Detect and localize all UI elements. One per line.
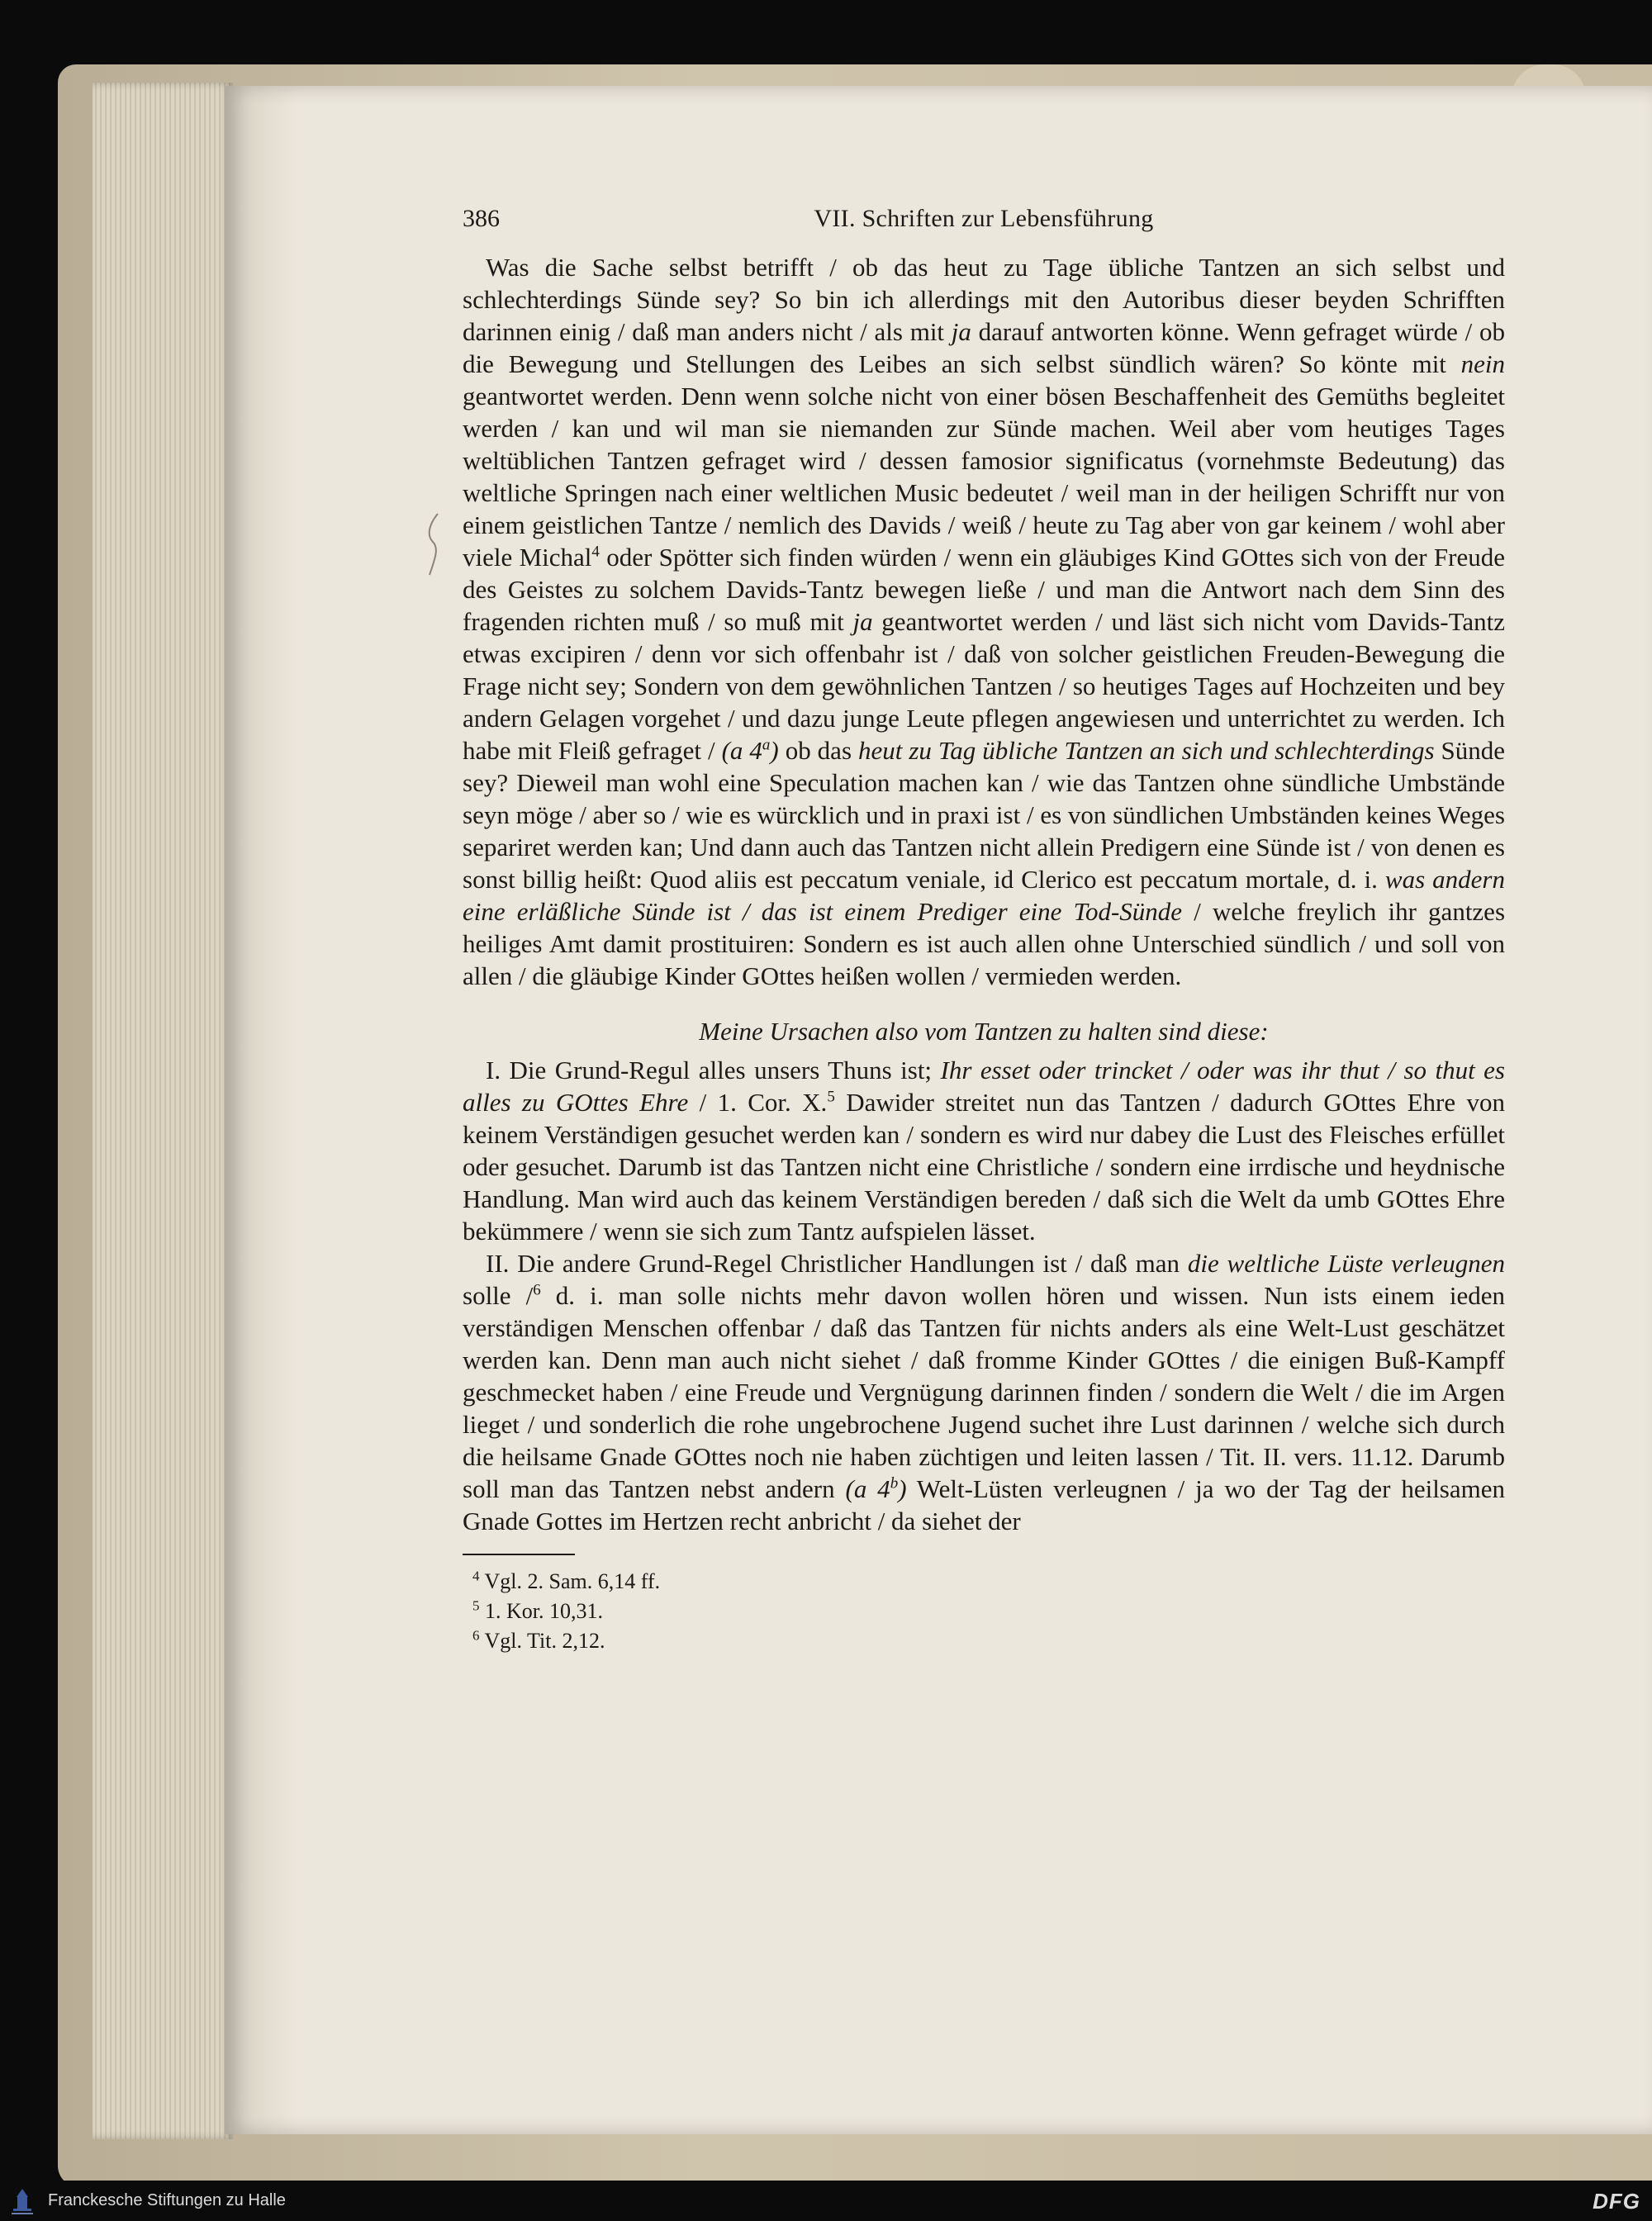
paragraph-3 <box>463 1247 1505 1537</box>
franckesche-logo-icon[interactable] <box>8 2185 36 2217</box>
page-number: 386 <box>463 205 500 232</box>
footnote-text: 1. Kor. 10,31. <box>485 1599 603 1623</box>
text-run: Welt-Lüsten verleugnen / ja wo der Tag der heilsamen Gnade Gottes im Hertzen recht anbricht / da siehet der <box>463 1474 1505 1535</box>
page-edges <box>93 83 233 2139</box>
footnote-number: 4 <box>472 1568 480 1584</box>
institution-label[interactable]: Franckesche Stiftungen zu Halle <box>48 2191 286 2209</box>
dfg-logo[interactable]: DFG <box>1593 2189 1640 2214</box>
text-run: II. Die andere Grund-Regel Christlicher Handlungen ist / daß man <box>486 1249 1188 1278</box>
marginal-sup: b <box>890 1474 899 1493</box>
footnote-number: 5 <box>472 1597 480 1614</box>
italic-run: was andern eine erläßliche Sünde ist / das ist einem Prediger eine Tod-Sünde <box>463 865 1505 926</box>
text-run: darauf antworten könne. Wenn gefraget würde / ob die Bewegung und Stellungen des Leibes an sich selbst sündlich wären? So könte mit <box>463 317 1505 378</box>
footnote-ref[interactable]: 6 <box>533 1281 541 1299</box>
footnote-4 <box>463 1567 1505 1597</box>
footnote-text: Vgl. 2. Sam. 6,14 ff. <box>484 1569 661 1593</box>
text-run: solle / <box>463 1281 534 1310</box>
italic-run: heut zu Tag übliche Tantzen an sich und schlechterdings <box>857 736 1435 765</box>
italic-run: ) <box>898 1474 907 1503</box>
italic-run: die weltliche Lüste verleugnen <box>1187 1249 1505 1278</box>
text-run: d. i. man solle nichts mehr davon wollen hören und wissen. Nun ists einem ieden verständigen Menschen offenbar / daß das Tantzen für nichts anders als eine Welt-Lust geschätzet werden kan. Denn man auch nicht siehet / daß fromme Kinder GOttes / die einigen Buß-Kampff geschmecket haben / eine Freude und Vergnügung darinnen finden / sondern die Welt / die im Argen lieget / und sonderlich die rohe ungebrochene Jugend suchet ihre Lust darinnen / welche sich durch die heilsame Gnade GOttes noch nie haben züchtigen und leiten lassen / Tit. II. vers. 11.12. Darumb soll man das Tantzen nebst andern <box>463 1281 1505 1503</box>
footnote-ref[interactable]: 4 <box>591 543 600 561</box>
text-run: oder Spötter sich finden würden / wenn ein gläubiges Kind GOttes sich von der Freude des Geistes zu solchem Davids-Tantz bewegen ließe / und man die Antwort nach dem Sinn des fragenden richten muß / so muß mit <box>463 543 1505 636</box>
footnote-ref[interactable]: 5 <box>827 1088 835 1106</box>
text-run: geantwortet werden / und läst sich nicht vom Davids-Tantz etwas excipiren / denn vor sich offenbahr ist / daß von solcher geistlichen Freuden-Bewegung die Frage nicht sey; Sondern von dem gewöhnlichen Tantzen / so heutiges Tages auf Hochzeiten und bey andern Gelagen vorgehet / und dazu junge Leute pflegen angewiesen und unterrichtet zu werden. Ich habe mit Fleiß gefraget / <box>463 607 1506 765</box>
footnote-5 <box>463 1597 1505 1626</box>
marginal-sup: a <box>762 736 771 754</box>
pencil-mark-icon <box>423 512 444 578</box>
footnote-number: 6 <box>472 1627 480 1644</box>
italic-run: Ihr esset oder trincket / oder was ihr thut / so thut es alles zu GOttes Ehre <box>463 1056 1505 1117</box>
running-title: VII. Schriften zur Lebensführung <box>814 205 1154 232</box>
footnotes <box>463 1567 1505 1656</box>
gutter-shadow <box>225 86 299 2134</box>
text-run: ob das <box>778 736 858 765</box>
text-run: / 1. Cor. X. <box>688 1088 828 1117</box>
footnote-6 <box>463 1626 1505 1656</box>
running-header <box>463 205 1505 233</box>
paragraph-2 <box>463 1054 1505 1247</box>
section-heading: Meine Ursachen also vom Tantzen zu halten sind diese: <box>699 1017 1269 1046</box>
italic-run: ) <box>770 736 779 765</box>
footnote-rule <box>463 1554 575 1555</box>
italic-run: (a 4 <box>845 1474 890 1503</box>
text-run: / welche freylich ihr gantzes heiliges Amt damit prostituiren: Sondern es ist auch allen ohne Unterschied sündlich / und soll von allen / die gläubige Kinder GOttes heißen wollen / vermieden werden. <box>463 897 1506 990</box>
text-run: Dawider streitet nun das Tantzen / dadurch GOttes Ehre von keinem Verständigen gesuchet werden kan / sondern es wird nur dabey die Lust des Fleisches erfüllet oder gesuchet. Darumb ist das Tantzen nicht eine Christliche / sondern eine irrdische und heydnische Handlung. Man wird auch das keinem Verständigen bereden / daß sich die Welt da umb GOttes Ehre bekümmere / wenn sie sich zum Tantz aufspielen lässet. <box>463 1088 1505 1246</box>
text-run: Sünde sey? Dieweil man wohl eine Speculation machen kan / wie das Tantzen ohne sündliche Umbstände seyn möge / aber so / wie es würcklich und in praxi ist / es von sündlichen Umbständen keines Weges separiret werden kan; Und dann auch das Tantzen nicht allein Predigern eine Sünde ist / von denen es sonst billig heißt: Quod aliis est peccatum veniale, id Clerico est peccatum mortale, d. i. <box>463 736 1506 894</box>
viewer-footer <box>0 2181 1652 2221</box>
footnote-text: Vgl. Tit. 2,12. <box>484 1629 605 1653</box>
text-run: Was die Sache selbst betrifft / ob das heut zu Tage übliche Tantzen an sich selbst und schlechterdings Sünde sey? So bin ich allerdings mit den Autoribus dieser beyden Schrifften darinnen einig / daß man anders nicht / als mit <box>463 253 1505 346</box>
text-run: I. Die Grund-Regul alles unsers Thuns ist; <box>486 1056 941 1084</box>
italic-run: (a 4 <box>721 736 762 765</box>
italic-run: ja <box>951 317 971 346</box>
paragraph-1 <box>463 251 1505 992</box>
page-text <box>463 205 1505 1656</box>
text-run: geantwortet werden. Denn wenn solche nicht von einer bösen Beschaffenheit des Gemüths begleitet werden / kan und wil man sie niemanden zur Sünde machen. Weil aber vom heutiges Tages weltüblichen Tantzen gefraget wird / dessen famosior significatus (vornehmste Bedeutung) das weltliche Springen nach einer weltlichen Music bedeutet / weil man in der heiligen Schrifft nur von einem geistlichen Tantze / nemlich des Davids / weiß / heute zu Tag aber von gar keinem / wohl aber viele Michal <box>463 382 1505 572</box>
italic-run: nein <box>1460 349 1505 378</box>
italic-run: ja <box>852 607 873 636</box>
